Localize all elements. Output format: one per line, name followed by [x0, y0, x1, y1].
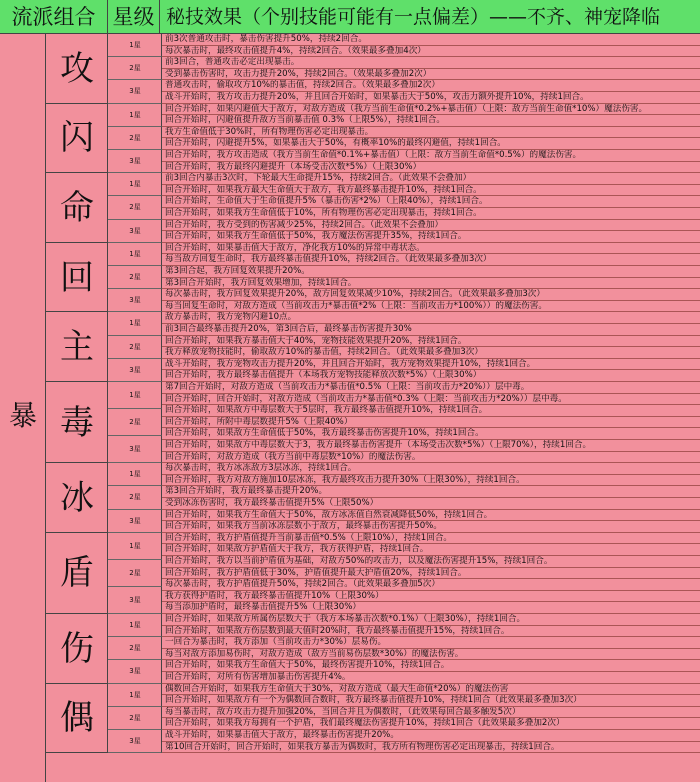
- school-column: [0, 34, 46, 782]
- effect-line: 前3次普通攻击时，暴击伤害提升50%，持续2回合。: [162, 34, 700, 46]
- effect-line: 回合开始时，如果敌方伤层数到最大值时20%时，我方最终暴击值提升15%，持续1回合。: [162, 626, 700, 638]
- star-level: 1星: [108, 533, 162, 560]
- effect-line: 我方获得护盾时，我方最终暴击值提升10%（上限30%）: [162, 591, 700, 603]
- skill-name: 命: [60, 187, 94, 228]
- effect-line: 每当对敌方添加易伤时，对敌方造成（敌方当前易伤层数*30%）的魔法伤害。: [162, 649, 700, 661]
- skill-name: 攻: [60, 48, 94, 89]
- skill-name: 回: [60, 257, 94, 298]
- effect-line: 回合开始时，如果敌方中毒层数大于5层时，我方最终暴击值提升10%，持续1回合。: [162, 405, 700, 417]
- skill-cell: [46, 312, 108, 382]
- skill-name: 冰: [60, 477, 94, 518]
- effect-line: 敌方暴击时，我方宠物闪避10点。: [162, 312, 700, 324]
- star-level: 3星: [108, 80, 162, 103]
- effect-line: 一回合为暴击时，我方添加（当前攻击力*30%）层易伤。: [162, 637, 700, 649]
- effect-line: 回合开始时，我方护盾值提升当前暴击值*0.5%（上限10%），持续1回合。: [162, 533, 700, 545]
- effect-line: 战斗开始时，我方宠物攻击力提升20%，并且回合开始时，我方宠物效果提升10%，持续1回合。: [162, 359, 700, 371]
- star-level: 1星: [108, 382, 162, 409]
- effect-line: 每次暴击时，我方冰冻敌方3层冰冻，持续1回合。: [162, 463, 700, 475]
- effect-line: 第7回合开始时，对敌方造成（当前攻击力*暴击值*0.5%（上限：当前攻击力*20%））层中毒。: [162, 382, 700, 394]
- effect-line: 回合开始时，闪避值提升敌方当前暴击值 0.3%（上限5%），持续1回合。: [162, 115, 700, 127]
- effect-line: 每次暴击时，最终攻击值提升4%，持续2回合。（效果最多叠加4次）: [162, 46, 700, 58]
- effect-line: 每次暴击时，我方回复效果提升20%，敌方回复效果减少10%，持续2回合。（此效果最多叠加3次）: [162, 289, 700, 301]
- effect-line: 战斗开始时，如果暴击值大于敌方，最终暴击伤害提升20%。: [162, 730, 700, 742]
- effect-line: 回合开始时，如果敌方护盾值大于我方，我方获得护盾，持续1回合。: [162, 544, 700, 556]
- effect-line: 回合开始时，我方攻击造成（我方当前生命值*0.1%+暴击值）（上限：敌方当前生命值*0.5%）的魔法伤害。: [162, 150, 700, 162]
- skill-name: 伤: [60, 628, 94, 669]
- star-level: 1星: [108, 684, 162, 707]
- star-level: 3星: [108, 510, 162, 533]
- star-level: 2星: [108, 707, 162, 730]
- skill-name: 偶: [60, 698, 94, 739]
- effect-line: 回合开始时，如果我方生命值大于50%，最终伤害提升10%，持续1回合。: [162, 660, 700, 672]
- effect-line: 回合开始时，如果我方生命值大于50%，敌方冰冻值自然衰减降低50%，持续1回合。: [162, 510, 700, 522]
- effect-line: 回合开始时，生命值大于生命值提升5%（暴击伤害*2%）（上限40%），持续1回合。: [162, 196, 700, 208]
- skill-cell: [46, 243, 108, 313]
- effect-line: 前3回合最终暴击提升20%，第3回合后，最终暴击伤害提升30%: [162, 324, 700, 336]
- header-school: 流派组合: [0, 0, 108, 34]
- star-level: 2星: [108, 196, 162, 219]
- star-level: 3星: [108, 660, 162, 683]
- header-star: 星级: [108, 0, 160, 34]
- skill-cell: [46, 382, 108, 463]
- skill-name: 闪: [60, 118, 94, 159]
- star-level: 1星: [108, 614, 162, 637]
- effect-line: 回合开始时，如果我方生命值低于10%，所有物理伤害必定出现暴击，持续1回合。: [162, 208, 700, 220]
- effect-line: 我方释放宠物技能时，偷取敌方10%的暴击值，持续2回合。（此效果最多叠加3次）: [162, 347, 700, 359]
- star-level: 3星: [108, 587, 162, 614]
- skill-cell: [46, 463, 108, 533]
- effect-line: 回合开始时，如果闪避值大于敌方，对敌方造成（我方当前生命值*0.2%+暴击值）（上限：敌方当前生命值*10%）魔法伤害。: [162, 104, 700, 116]
- star-level: 2星: [108, 127, 162, 150]
- star-level: 2星: [108, 637, 162, 660]
- star-level: 2星: [108, 486, 162, 509]
- skill-name: 主: [60, 327, 94, 368]
- effect-line: 每次暴击时，我方护盾值提升50%，持续2回合。（此效果最多叠加5次）: [162, 579, 700, 591]
- skill-name: 毒: [60, 402, 94, 443]
- effect-line: 回合开始时，我方对敌方施加10层冰冻，我方最终攻击力提升30%（上限30%），持续1回合。: [162, 475, 700, 487]
- header-effect: 秘技效果（个别技能可能有一点偏差）——不齐、神宠降临: [166, 6, 661, 28]
- star-level: 3星: [108, 436, 162, 463]
- effect-line: 回合开始时，如果敌方有一个为偶数回合数时，我方最终暴击值提升10%，持续1回合（此效果最多叠加3次）: [162, 695, 700, 707]
- star-level: 1星: [108, 104, 162, 127]
- skill-cell: [46, 104, 108, 174]
- effect-line: 回合开始时，如果暴击值大于敌方，净化我方10%的异常中毒状态。: [162, 243, 700, 255]
- effect-line: 回合开始时，我方以当前护盾值为基础，对敌方50%的攻击力，以及魔法伤害提升15%，持续1回合。: [162, 556, 700, 568]
- star-level: 2星: [108, 266, 162, 289]
- effect-line: 每当敌方回复生命时，我方最终暴击值提升10%，持续2回合。（此效果最多叠加3次）: [162, 254, 700, 266]
- effect-line: 回合开始时，如果敌方所属伤层数大于（我方本场暴击次数*0.1%）（上限30%），持续1回合。: [162, 614, 700, 626]
- star-level: 1星: [108, 34, 162, 57]
- star-level: 3星: [108, 150, 162, 173]
- star-level: 3星: [108, 289, 162, 312]
- skill-cell: [46, 34, 108, 104]
- skill-name: 盾: [60, 553, 94, 594]
- effect-line: 每当添加护盾时，最终暴击值提升5%（上限30%）: [162, 602, 700, 614]
- star-level: 2星: [108, 560, 162, 587]
- effect-line: 第3回合开始时，我方最终暴击提升20%。: [162, 486, 700, 498]
- effect-line: 回合开始时，对所有伤害增加暴击伤害提升4%。: [162, 672, 700, 684]
- effect-line: 回合开始时，回合开始时，对敌方造成（当前攻击力*暴击值*0.3%（上限：当前攻击力*20%））层中毒。: [162, 394, 700, 406]
- effect-line: 每当回复生命时，对敌方造成（当前攻击力*暴击值*2%（上限：当前攻击力*100%））的魔法伤害。: [162, 301, 700, 313]
- effect-line: 回合开始时，我方最终暴击值提升（本场我方宠物技能释放次数*5%）（上限30%）: [162, 370, 700, 382]
- skill-cell: [46, 614, 108, 684]
- effect-line: 普通攻击时，偷取攻方10%的暴击值，持续2回合。（效果最多叠加2次）: [162, 80, 700, 92]
- effect-line: 偶数回合开始时，如果我方生命值大于30%，对敌方造成（最大生命值*20%）的魔法伤害: [162, 684, 700, 696]
- star-level: 1星: [108, 463, 162, 486]
- effect-line: 每当暴击时，敌方攻击力提升加强20%，当回合并且为偶数时，（此效果每回合最多触发5次）: [162, 707, 700, 719]
- effect-line: 第10回合开始时，回合开始时，如果我方暴击为偶数时，我方所有物理伤害必定出现暴击，持续1回合。: [162, 742, 700, 754]
- effect-line: 回合开始时，如果我方暴击值大于40%，宠物技能效果提升20%，持续1回合。: [162, 336, 700, 348]
- effect-line: 回合开始时，所附中毒层数提升5%（上限40%）: [162, 417, 700, 429]
- effect-line: 回合开始时，如果敌方生命值低于50%，我方最终暴击伤害提升10%，持续1回合。: [162, 428, 700, 440]
- star-level: 2星: [108, 57, 162, 80]
- effect-line: 回合开始时，如果我方每拥有一个护盾，我们最终魔法伤害提升10%，持续1回合（此效果最多叠加2次）: [162, 718, 700, 730]
- effect-line: 回合开始时，如果我方最大生命值大于敌方，我方最终暴击提升10%，持续1回合。: [162, 185, 700, 197]
- star-level: 1星: [108, 243, 162, 266]
- header-row: [0, 0, 700, 34]
- star-level: 3星: [108, 220, 162, 243]
- effect-line: 回合开始时，我方受到的伤害减少25%，持续2回合。（此效果不会叠加）: [162, 220, 700, 232]
- star-level: 1星: [108, 173, 162, 196]
- skill-cell: [46, 684, 108, 754]
- effect-line: 回合开始时，如果敌方中毒层数大于3，我方最终暴击伤害提升（本场受击次数*5%）（上限70%），持续1回合。: [162, 440, 700, 452]
- effect-line: 第3回合开始时，我方回复效果增加，持续1回合。: [162, 278, 700, 290]
- skill-cell: [46, 533, 108, 614]
- effect-line: 回合开始时，对敌方造成（我方当前中毒层数*10%）的魔法伤害。: [162, 452, 700, 464]
- skill-cell: [46, 173, 108, 243]
- effect-line: 前3回合，普通攻击必定出现暴击。: [162, 57, 700, 69]
- effect-line: 战斗开始时，我方攻击力提升20%，并且回合开始时，如果暴击大于50%，攻击力额外提升10%，持续1回合。: [162, 92, 700, 104]
- effect-line: 前3回合内暴击3次时，下轮最大生命提升15%，持续2回合。（此效果不会叠加）: [162, 173, 700, 185]
- effect-line: 我方生命值低于30%时，所有物理伤害必定出现暴击。: [162, 127, 700, 139]
- effect-line: 回合开始时，闪避提升5%，如果暴击大于50%，有概率10%的最终闪避值，持续1回合。: [162, 138, 700, 150]
- effect-line: 回合开始时，我方最终闪避提升（本场受击次数*5%）（上限30%）: [162, 162, 700, 174]
- school-name: 暴: [8, 399, 37, 432]
- effect-line: 回合开始时，如果我方当前冰冻层数小于敌方，最终暴击伤害提升50%。: [162, 521, 700, 533]
- effect-line: 回合开始时，我方护盾值低于30%，护盾值提升最大护盾值20%，持续1回合。: [162, 568, 700, 580]
- star-level: 3星: [108, 359, 162, 382]
- star-level: 1星: [108, 312, 162, 335]
- star-level: 2星: [108, 336, 162, 359]
- star-level: 2星: [108, 409, 162, 436]
- effect-line: 回合开始时，如果我方生命值低于50%，我方魔法伤害提升35%，持续1回合。: [162, 231, 700, 243]
- effect-line: 第3回合起，我方回复效果提升20%。: [162, 266, 700, 278]
- star-level: 3星: [108, 730, 162, 753]
- effect-line: 受到冰冻伤害时，我方最终暴击值提升5%（上限50%）: [162, 498, 700, 510]
- effect-line: 受到暴击伤害时，攻击力提升20%，持续2回合。（效果最多叠加2次）: [162, 69, 700, 81]
